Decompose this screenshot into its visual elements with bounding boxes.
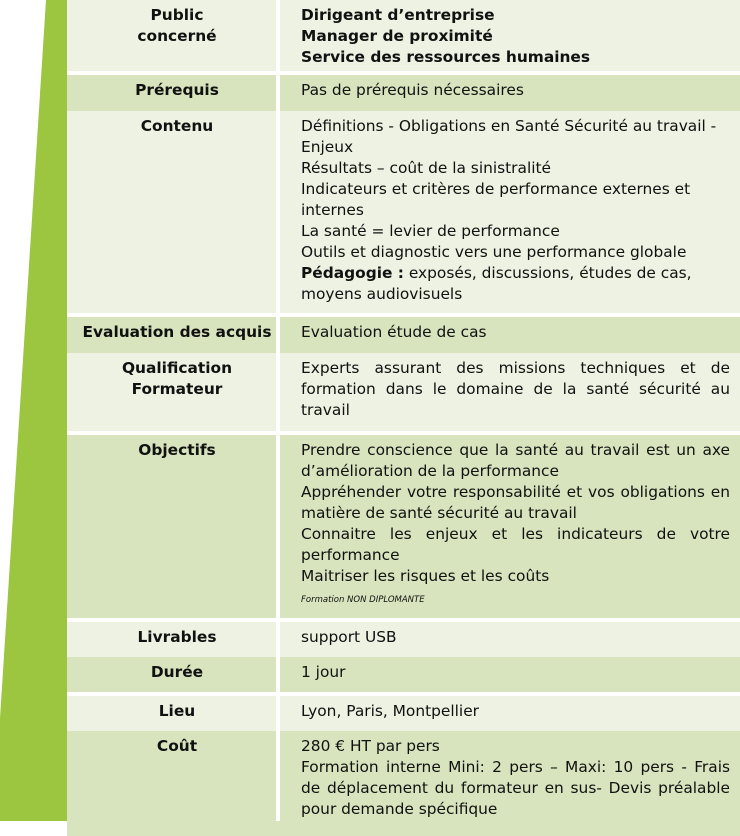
row-contenu xyxy=(67,111,740,313)
row-cout xyxy=(67,731,740,836)
lieu-label: Lieu xyxy=(67,696,287,731)
objectifs-label: Objectifs xyxy=(67,435,287,618)
column-divider xyxy=(276,0,280,821)
row-objectifs xyxy=(67,435,740,618)
duree-label: Durée xyxy=(67,657,287,692)
livrables-value: support USB xyxy=(287,622,740,657)
row-duree xyxy=(67,657,740,692)
qualification-label: Qualification Formateur xyxy=(67,353,287,431)
pedagogie-label: Pédagogie : xyxy=(301,264,404,282)
prerequis-label: Prérequis xyxy=(67,75,287,111)
evaluation-value: Evaluation étude de cas xyxy=(287,317,740,353)
prerequis-value: Pas de prérequis nécessaires xyxy=(287,75,740,111)
row-livrables xyxy=(67,622,740,657)
decorative-green-bar xyxy=(0,0,70,821)
non-diplomante-note: Formation NON DIPLOMANTE xyxy=(301,595,425,605)
public-value: Dirigeant d’entreprise Manager de proximité Service des ressources humaines xyxy=(287,0,740,71)
public-label: Public concerné xyxy=(67,0,287,71)
row-lieu xyxy=(67,696,740,731)
green-bar-shape xyxy=(0,0,70,821)
evaluation-label: Evaluation des acquis xyxy=(67,317,287,353)
livrables-label: Livrables xyxy=(67,622,287,657)
lieu-value: Lyon, Paris, Montpellier xyxy=(287,696,740,731)
row-evaluation xyxy=(67,317,740,353)
contenu-label: Contenu xyxy=(67,111,287,313)
objectifs-value: Prendre conscience que la santé au travail est un axe d’amélioration de la performance Appréhender votre responsabilité et vos obligations en matière de santé sécurité au travail Connaitre les enjeux et les indicateurs de votre performance Maitriser les risques et les coûts Formation NON DIPLOMANTE xyxy=(287,435,740,618)
pedagogie-text: exposés, discussions, études de cas, moyens audiovisuels xyxy=(301,264,692,303)
cout-value: 280 € HT par pers Formation interne Mini: 2 pers – Maxi: 10 pers - Frais de déplacement du formateur en sus- Devis préalable pour demande spécifique xyxy=(287,731,740,836)
row-prerequis xyxy=(67,75,740,111)
row-public xyxy=(67,0,740,71)
qualification-value: Experts assurant des missions techniques et de formation dans le domaine de la santé sécurité au travail xyxy=(287,353,740,431)
contenu-value: Définitions - Obligations en Santé Sécurité au travail - Enjeux Résultats – coût de la sinistralité Indicateurs et critères de performance externes et internes La santé = levier de performance Outils et diagnostic vers une performance globale Pédagogie : exposés, discussions, études de cas, moyens audiovisuels xyxy=(287,111,740,313)
row-qualification xyxy=(67,353,740,431)
cout-label: Coût xyxy=(67,731,287,836)
training-info-table xyxy=(67,0,740,836)
duree-value: 1 jour xyxy=(287,657,740,692)
